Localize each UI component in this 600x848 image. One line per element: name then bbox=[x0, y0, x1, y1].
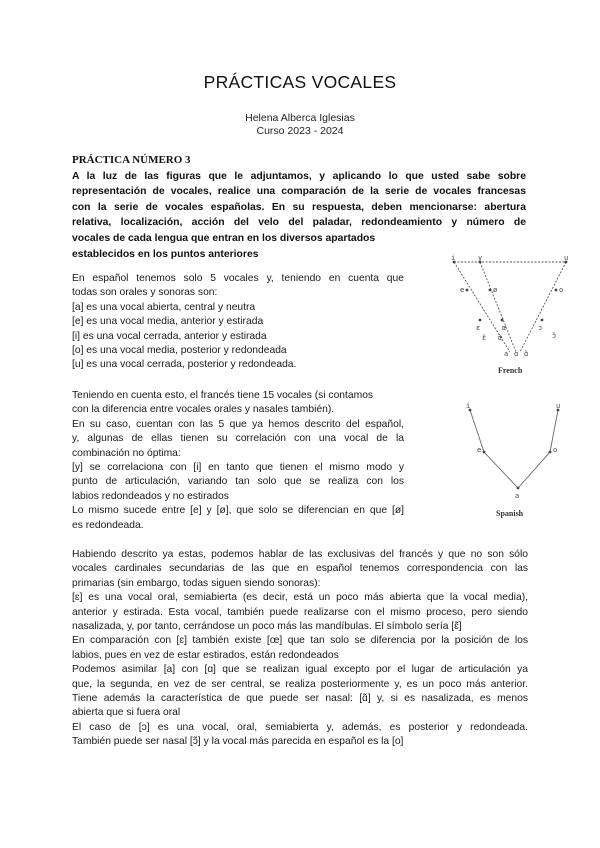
spanish-vowel-chart bbox=[452, 400, 582, 520]
french-vowel-points bbox=[453, 261, 568, 322]
paragraph-line: [a] es una vocal abierta, central y neutra bbox=[72, 301, 256, 313]
paragraph-line: vocales cardinales secundarias de las que en español tenemos correspondencia con las bbox=[72, 563, 528, 575]
paragraph-line: que, la segunda, en vez de ser central, se realiza posteriormente y, es un poco más anterior. bbox=[72, 678, 528, 690]
paragraph-line: todas son orales y sonoras son: bbox=[72, 287, 218, 299]
vowel-label: y bbox=[478, 254, 483, 262]
french-chart-lines bbox=[454, 262, 566, 352]
practice-heading: PRÁCTICA NÚMERO 3 bbox=[72, 154, 191, 166]
paragraph-line: es redondeada. bbox=[72, 519, 144, 531]
course-year: Curso 2023 - 2024 bbox=[256, 125, 344, 137]
spanish-vowel-points bbox=[469, 409, 560, 490]
paragraph-line: Podemos asimilar [a] con [ɑ] que se realizan igual excepto por el lugar de articulación ya bbox=[72, 664, 528, 676]
spanish-figure-caption: Spanish bbox=[496, 509, 524, 518]
vowel-label: o bbox=[553, 446, 558, 454]
vowel-label: ɔ̃ bbox=[552, 332, 557, 340]
paragraph-line: En su caso, cuentan con las 5 que ya hemos descrito del español, bbox=[72, 418, 404, 430]
practice-statement bbox=[72, 153, 526, 262]
spanish-vowels-section bbox=[72, 272, 404, 373]
paragraph-line: combinación no óptima: bbox=[72, 447, 181, 459]
vowel-label: a bbox=[504, 350, 509, 358]
french-vowel-chart bbox=[418, 252, 588, 378]
french-vowels-section bbox=[72, 389, 404, 533]
prompt-line: A la luz de las figuras que le adjuntamos, y aplicando lo que usted sabe sobre bbox=[72, 170, 526, 182]
paragraph-line: nasalizada, y, por tanto, cerrándose un poco más las mandíbulas. El símbolo sería [ɛ̃] bbox=[72, 621, 462, 633]
vowel-label: œ̃ bbox=[498, 334, 503, 342]
paragraph-line: abierta que si fuera oral bbox=[72, 707, 181, 719]
author-name: Helena Alberca Iglesias bbox=[245, 112, 355, 124]
vowel-label: ɑ bbox=[514, 350, 519, 358]
vowel-label: i bbox=[451, 254, 456, 262]
paragraph-line: labios redondeados y no estirados bbox=[72, 490, 229, 502]
paragraph-line: con la diferencia entre vocales orales y nasales también). bbox=[72, 404, 335, 416]
vowel-label: u bbox=[556, 402, 561, 410]
vowel-label: ɛ̃ bbox=[482, 334, 487, 342]
vowel-label: ɑ̃ bbox=[524, 350, 529, 358]
vowel-label: o bbox=[559, 286, 564, 294]
paragraph-line: También puede ser nasal [ɔ̃] y la vocal más parecida en español es la [o] bbox=[72, 736, 404, 748]
paragraph-line: En español tenemos solo 5 vocales y, teniendo en cuenta que bbox=[72, 273, 404, 284]
paragraph-line: En comparación con [ɛ] también existe [œ] que tan solo se diferencia por la posición de los bbox=[72, 635, 528, 647]
spanish-chart-lines bbox=[470, 410, 558, 488]
paragraph-line: labios, pues en vez de estar estirados, están redondeados bbox=[72, 649, 339, 661]
paragraph-line: [i] es una vocal cerrada, anterior y estirada bbox=[72, 330, 267, 342]
vowel-label: a bbox=[515, 492, 520, 500]
paragraph-line: Lo mismo sucede entre [e] y [ø], que solo se diferencian en que [ø] bbox=[72, 505, 404, 517]
vowel-label: e bbox=[477, 446, 482, 454]
vowel-label: ɛ bbox=[476, 324, 481, 332]
paragraph-line: [e] es una vocal media, anterior y estirada bbox=[72, 316, 264, 328]
prompt-line: vocales de cada lengua que entran en los diversos apartados bbox=[72, 232, 376, 244]
paragraph-line: Tiene además la característica de que puede ser nasal: [ɑ̃] y, si es nasalizada, es menos bbox=[72, 693, 528, 705]
vowel-label: i bbox=[466, 402, 471, 410]
paragraph-line: El caso de [ɔ] es una vocal, oral, semiabierta y, además, es posterior y redondeada. bbox=[72, 721, 528, 733]
vowel-label: e bbox=[460, 286, 465, 294]
prompt-line: establecidos en los puntos anteriores bbox=[72, 248, 259, 260]
paragraph-line: anterior y estirada. Esta vocal, también puede realizarse con el mismo proceso, pero siendo bbox=[72, 606, 528, 618]
page-title: PRÁCTICAS VOCALES bbox=[203, 72, 397, 92]
paragraph-line: Habiendo descrito ya estas, podemos hablar de las exclusivas del francés y que no son sólo bbox=[72, 549, 528, 560]
vowel-label: ø bbox=[493, 286, 498, 294]
paragraph-line: punto de articulación, variando tan solo que se realiza con los bbox=[72, 476, 404, 488]
paragraph-line: primarias (sin embargo, todas siguen siendo sonoras): bbox=[72, 577, 321, 589]
prompt-line: con la serie de vocales españolas. En su respuesta, deben mencionarse: abertura bbox=[72, 201, 526, 213]
paragraph-line: [ɛ] es una vocal oral, semiabierta (es decir, está un poco más abierta que la vocal media), bbox=[72, 592, 528, 604]
vowel-label: œ bbox=[502, 324, 507, 332]
paragraph-line: y, algunas de ellas tienen su correlación con una vocal de la bbox=[72, 433, 404, 445]
prompt-line: relativa, localización, acción del velo del paladar, redondeamiento y número de bbox=[72, 217, 526, 229]
paragraph-line: Teniendo en cuenta esto, el francés tiene 15 vocales (si contamos bbox=[72, 390, 374, 401]
prompt-line: representación de vocales, realice una comparación de la serie de vocales francesas bbox=[72, 186, 526, 198]
paragraph-line: [u] es una vocal cerrada, posterior y redondeada. bbox=[72, 359, 297, 371]
vowel-label: ɔ bbox=[538, 324, 543, 332]
paragraph-line: [y] se correlaciona con [i] en tanto que tienen el mismo modo y bbox=[72, 462, 404, 474]
paragraph-line: [o] es una vocal media, posterior y redondeada bbox=[72, 345, 287, 357]
french-figure-caption: French bbox=[498, 366, 523, 375]
vowel-label: u bbox=[564, 254, 569, 262]
exclusive-vowels-section bbox=[72, 548, 528, 750]
